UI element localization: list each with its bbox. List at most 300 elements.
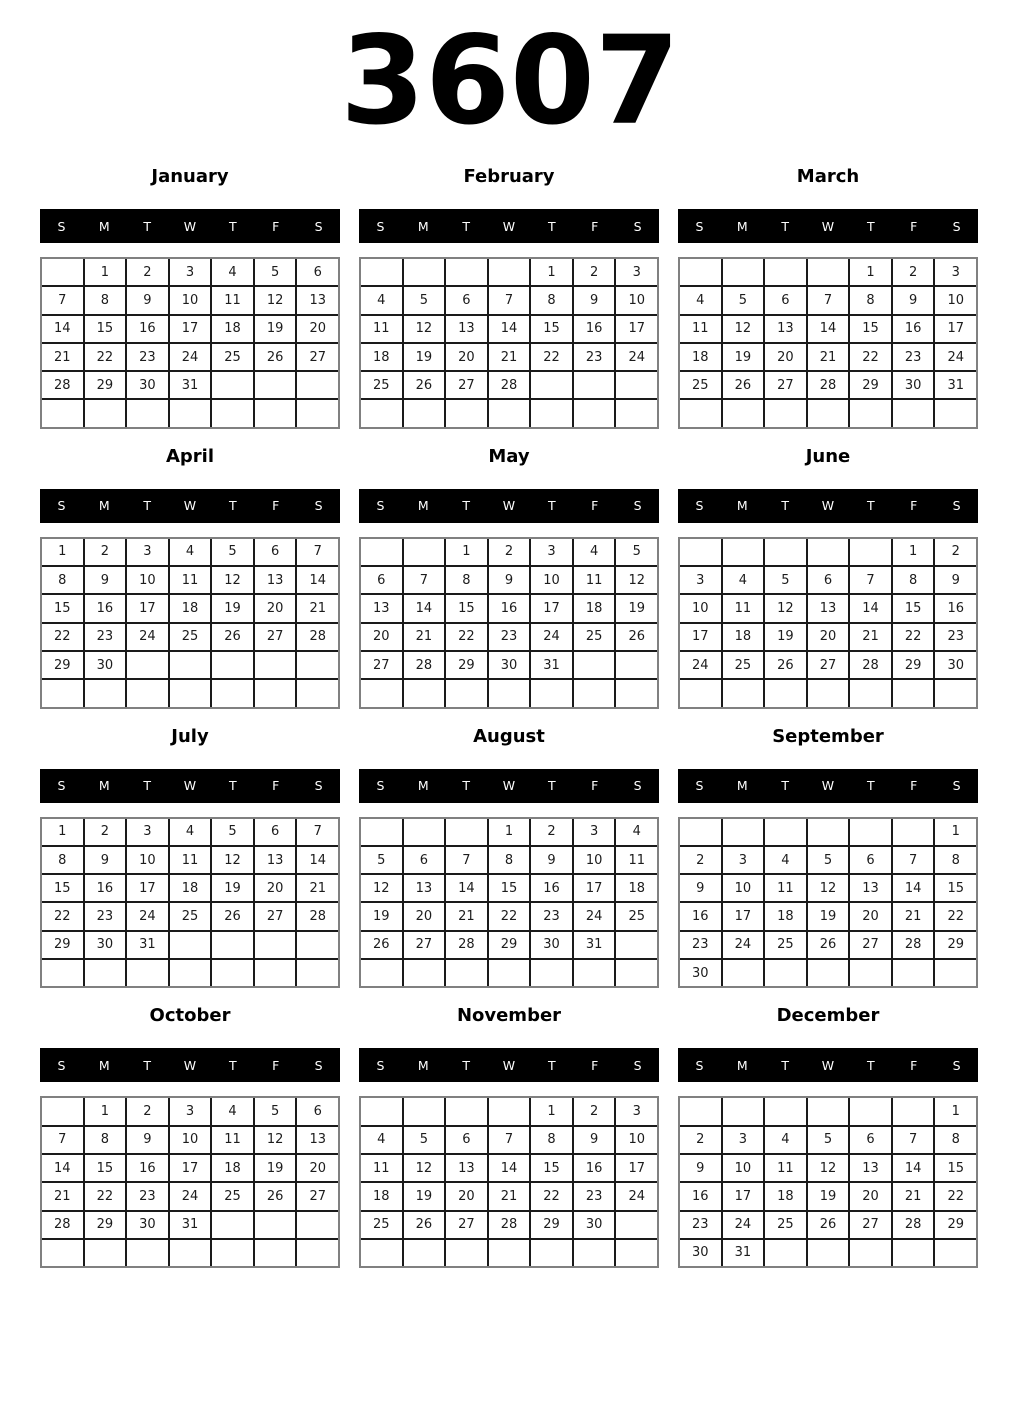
day-cell: 15 xyxy=(446,595,487,621)
day-cell: 1 xyxy=(531,1098,572,1124)
empty-day-cell xyxy=(574,400,615,426)
day-cell: 27 xyxy=(404,932,445,958)
day-cell: 6 xyxy=(297,1098,338,1124)
day-cell: 30 xyxy=(574,1212,615,1238)
day-cell: 3 xyxy=(127,539,168,565)
day-cell: 7 xyxy=(850,567,891,593)
day-cell: 20 xyxy=(765,344,806,370)
day-cell: 3 xyxy=(723,1127,764,1153)
day-cell: 27 xyxy=(446,372,487,398)
day-cell: 6 xyxy=(255,819,296,845)
day-cell: 31 xyxy=(574,932,615,958)
day-cell: 13 xyxy=(808,595,849,621)
empty-day-cell xyxy=(85,960,126,986)
empty-day-cell xyxy=(212,680,253,706)
day-cell: 26 xyxy=(212,903,253,929)
weekday-label: T xyxy=(143,218,151,234)
day-cell: 12 xyxy=(212,847,253,873)
day-cell: 27 xyxy=(765,372,806,398)
weekday-header xyxy=(678,489,978,523)
day-cell: 25 xyxy=(212,344,253,370)
day-cell: 21 xyxy=(893,1183,934,1209)
day-cell: 12 xyxy=(255,287,296,313)
day-cell: 10 xyxy=(574,847,615,873)
day-cell: 21 xyxy=(297,875,338,901)
weekday-label: T xyxy=(867,778,875,794)
empty-day-cell xyxy=(808,960,849,986)
day-cell: 16 xyxy=(127,316,168,342)
empty-day-cell xyxy=(42,400,83,426)
day-cell: 20 xyxy=(446,344,487,370)
weekday-label: S xyxy=(314,1057,323,1073)
day-cell: 8 xyxy=(42,567,83,593)
day-cell: 31 xyxy=(935,372,976,398)
empty-day-cell xyxy=(808,1098,849,1124)
day-cell: 2 xyxy=(85,539,126,565)
day-cell: 21 xyxy=(893,903,934,929)
empty-day-cell xyxy=(127,400,168,426)
weekday-label: T xyxy=(462,218,470,234)
empty-day-cell xyxy=(361,680,402,706)
day-cell: 10 xyxy=(723,875,764,901)
empty-day-cell xyxy=(489,1240,530,1266)
day-cell: 12 xyxy=(212,567,253,593)
day-cell: 30 xyxy=(489,652,530,678)
day-cell: 12 xyxy=(404,1155,445,1181)
day-cell: 21 xyxy=(404,624,445,650)
day-cell: 18 xyxy=(170,595,211,621)
day-cell: 21 xyxy=(42,344,83,370)
day-cell: 3 xyxy=(170,259,211,285)
day-cell: 3 xyxy=(935,259,976,285)
day-cell: 18 xyxy=(212,316,253,342)
month-title: January xyxy=(151,166,229,187)
day-cell: 9 xyxy=(680,875,721,901)
empty-day-cell xyxy=(361,539,402,565)
day-cell: 20 xyxy=(297,1155,338,1181)
day-cell: 11 xyxy=(680,316,721,342)
empty-day-cell xyxy=(574,652,615,678)
day-cell: 26 xyxy=(404,1212,445,1238)
day-cell: 24 xyxy=(935,344,976,370)
empty-day-cell xyxy=(765,259,806,285)
day-cell: 5 xyxy=(404,1127,445,1153)
day-cell: 21 xyxy=(489,1183,530,1209)
day-cell: 18 xyxy=(765,1183,806,1209)
weekday-label: S xyxy=(633,218,642,234)
day-cell: 23 xyxy=(935,624,976,650)
day-cell: 3 xyxy=(574,819,615,845)
empty-day-cell xyxy=(850,1098,891,1124)
day-cell: 28 xyxy=(42,1212,83,1238)
weekday-label: M xyxy=(736,778,748,794)
empty-day-cell xyxy=(616,1240,657,1266)
day-cell: 20 xyxy=(446,1183,487,1209)
day-cell: 21 xyxy=(850,624,891,650)
weekday-label: S xyxy=(57,498,66,514)
empty-day-cell xyxy=(616,680,657,706)
empty-day-cell xyxy=(212,400,253,426)
day-cell: 11 xyxy=(170,847,211,873)
empty-day-cell xyxy=(404,960,445,986)
weekday-label: M xyxy=(417,498,429,514)
empty-day-cell xyxy=(255,932,296,958)
empty-day-cell xyxy=(361,960,402,986)
day-cell: 8 xyxy=(531,287,572,313)
weekday-label: W xyxy=(502,218,516,234)
day-cell: 4 xyxy=(212,259,253,285)
day-cell: 26 xyxy=(723,372,764,398)
day-cell: 15 xyxy=(935,875,976,901)
day-cell: 9 xyxy=(680,1155,721,1181)
year-title: 3607 xyxy=(340,10,680,152)
day-cell: 2 xyxy=(574,259,615,285)
day-cell: 15 xyxy=(893,595,934,621)
day-cell: 14 xyxy=(42,1155,83,1181)
day-cell: 21 xyxy=(42,1183,83,1209)
day-cell: 24 xyxy=(616,344,657,370)
empty-day-cell xyxy=(85,680,126,706)
day-cell: 1 xyxy=(531,259,572,285)
day-cell: 4 xyxy=(170,539,211,565)
day-cell: 18 xyxy=(361,344,402,370)
weekday-label: S xyxy=(952,778,961,794)
day-cell: 17 xyxy=(935,316,976,342)
day-cell: 25 xyxy=(361,372,402,398)
day-cell: 28 xyxy=(489,372,530,398)
day-cell: 25 xyxy=(616,903,657,929)
day-cell: 1 xyxy=(489,819,530,845)
day-cell: 28 xyxy=(893,1212,934,1238)
day-cell: 10 xyxy=(935,287,976,313)
day-cell: 11 xyxy=(574,567,615,593)
month-title: February xyxy=(463,166,555,187)
day-cell: 6 xyxy=(446,287,487,313)
day-cell: 4 xyxy=(765,847,806,873)
empty-day-cell xyxy=(935,680,976,706)
day-cell: 23 xyxy=(85,624,126,650)
day-cell: 5 xyxy=(808,847,849,873)
day-cell: 15 xyxy=(42,875,83,901)
weekday-label: S xyxy=(952,218,961,234)
day-cell: 14 xyxy=(489,1155,530,1181)
empty-day-cell xyxy=(616,932,657,958)
day-cell: 24 xyxy=(616,1183,657,1209)
month-grid xyxy=(678,257,978,429)
day-cell: 24 xyxy=(574,903,615,929)
month-grid xyxy=(40,1096,340,1268)
empty-day-cell xyxy=(808,539,849,565)
day-cell: 12 xyxy=(808,875,849,901)
weekday-label: T xyxy=(229,218,237,234)
month-card xyxy=(359,166,659,429)
day-cell: 9 xyxy=(127,287,168,313)
day-cell: 5 xyxy=(808,1127,849,1153)
day-cell: 12 xyxy=(723,316,764,342)
empty-day-cell xyxy=(850,960,891,986)
day-cell: 22 xyxy=(531,344,572,370)
day-cell: 6 xyxy=(850,847,891,873)
day-cell: 24 xyxy=(170,344,211,370)
day-cell: 31 xyxy=(127,932,168,958)
empty-day-cell xyxy=(404,259,445,285)
day-cell: 13 xyxy=(765,316,806,342)
weekday-label: M xyxy=(417,218,429,234)
day-cell: 28 xyxy=(404,652,445,678)
day-cell: 20 xyxy=(255,595,296,621)
weekday-label: S xyxy=(57,218,66,234)
weekday-label: T xyxy=(548,778,556,794)
weekday-header xyxy=(40,209,340,243)
empty-day-cell xyxy=(574,680,615,706)
empty-day-cell xyxy=(935,960,976,986)
day-cell: 18 xyxy=(616,875,657,901)
empty-day-cell xyxy=(361,400,402,426)
empty-day-cell xyxy=(255,1240,296,1266)
weekday-label: S xyxy=(695,778,704,794)
empty-day-cell xyxy=(893,819,934,845)
empty-day-cell xyxy=(255,960,296,986)
day-cell: 23 xyxy=(680,932,721,958)
empty-day-cell xyxy=(723,819,764,845)
day-cell: 30 xyxy=(935,652,976,678)
month-grid xyxy=(359,1096,659,1268)
empty-day-cell xyxy=(808,819,849,845)
day-cell: 12 xyxy=(404,316,445,342)
day-cell: 6 xyxy=(446,1127,487,1153)
empty-day-cell xyxy=(297,680,338,706)
day-cell: 29 xyxy=(489,932,530,958)
day-cell: 4 xyxy=(361,1127,402,1153)
weekday-label: S xyxy=(633,778,642,794)
weekday-label: S xyxy=(695,218,704,234)
weekday-label: S xyxy=(57,778,66,794)
day-cell: 25 xyxy=(680,372,721,398)
day-cell: 17 xyxy=(127,875,168,901)
day-cell: 1 xyxy=(893,539,934,565)
day-cell: 12 xyxy=(616,567,657,593)
empty-day-cell xyxy=(404,539,445,565)
empty-day-cell xyxy=(616,1212,657,1238)
empty-day-cell xyxy=(127,960,168,986)
day-cell: 7 xyxy=(297,539,338,565)
weekday-label: W xyxy=(821,498,835,514)
month-title: April xyxy=(165,445,215,467)
day-cell: 26 xyxy=(765,652,806,678)
weekday-label: M xyxy=(417,778,429,794)
weekday-label: W xyxy=(183,778,197,794)
day-cell: 15 xyxy=(531,316,572,342)
day-cell: 14 xyxy=(893,875,934,901)
day-cell: 19 xyxy=(616,595,657,621)
month-card xyxy=(678,1005,978,1268)
day-cell: 15 xyxy=(935,1155,976,1181)
day-cell: 28 xyxy=(850,652,891,678)
empty-day-cell xyxy=(212,1212,253,1238)
weekday-label: F xyxy=(910,1057,918,1073)
empty-day-cell xyxy=(893,400,934,426)
day-cell: 11 xyxy=(361,1155,402,1181)
day-cell: 6 xyxy=(808,567,849,593)
day-cell: 23 xyxy=(489,624,530,650)
day-cell: 4 xyxy=(616,819,657,845)
empty-day-cell xyxy=(170,932,211,958)
empty-day-cell xyxy=(42,1098,83,1124)
day-cell: 23 xyxy=(531,903,572,929)
day-cell: 25 xyxy=(574,624,615,650)
empty-day-cell xyxy=(404,1098,445,1124)
weekday-label: S xyxy=(376,778,385,794)
day-cell: 17 xyxy=(170,1155,211,1181)
day-cell: 3 xyxy=(616,1098,657,1124)
weekday-label: W xyxy=(821,218,835,234)
day-cell: 20 xyxy=(404,903,445,929)
day-cell: 6 xyxy=(297,259,338,285)
day-cell: 30 xyxy=(893,372,934,398)
day-cell: 13 xyxy=(297,1127,338,1153)
day-cell: 9 xyxy=(893,287,934,313)
day-cell: 19 xyxy=(255,316,296,342)
weekday-header xyxy=(40,769,340,803)
empty-day-cell xyxy=(212,1240,253,1266)
weekday-label: T xyxy=(143,778,151,794)
day-cell: 16 xyxy=(680,1183,721,1209)
day-cell: 19 xyxy=(808,1183,849,1209)
day-cell: 19 xyxy=(808,903,849,929)
day-cell: 10 xyxy=(127,567,168,593)
day-cell: 17 xyxy=(531,595,572,621)
weekday-label: T xyxy=(781,1057,789,1073)
day-cell: 13 xyxy=(255,567,296,593)
day-cell: 4 xyxy=(723,567,764,593)
day-cell: 22 xyxy=(850,344,891,370)
day-cell: 20 xyxy=(850,1183,891,1209)
weekday-label: T xyxy=(462,498,470,514)
weekday-header xyxy=(678,1048,978,1082)
empty-day-cell xyxy=(255,372,296,398)
day-cell: 2 xyxy=(127,259,168,285)
empty-day-cell xyxy=(170,680,211,706)
day-cell: 2 xyxy=(531,819,572,845)
month-title: May xyxy=(488,445,530,467)
month-title: October xyxy=(149,1005,231,1027)
day-cell: 29 xyxy=(85,372,126,398)
day-cell: 14 xyxy=(297,567,338,593)
day-cell: 24 xyxy=(127,624,168,650)
empty-day-cell xyxy=(127,680,168,706)
day-cell: 9 xyxy=(489,567,530,593)
empty-day-cell xyxy=(85,1240,126,1266)
day-cell: 18 xyxy=(680,344,721,370)
empty-day-cell xyxy=(127,652,168,678)
day-cell: 25 xyxy=(723,652,764,678)
empty-day-cell xyxy=(212,372,253,398)
day-cell: 7 xyxy=(446,847,487,873)
day-cell: 21 xyxy=(446,903,487,929)
empty-day-cell xyxy=(42,680,83,706)
empty-day-cell xyxy=(212,932,253,958)
empty-day-cell xyxy=(850,680,891,706)
day-cell: 8 xyxy=(531,1127,572,1153)
day-cell: 2 xyxy=(574,1098,615,1124)
weekday-header xyxy=(359,769,659,803)
day-cell: 18 xyxy=(723,624,764,650)
weekday-label: W xyxy=(821,778,835,794)
day-cell: 10 xyxy=(616,1127,657,1153)
day-cell: 22 xyxy=(935,903,976,929)
day-cell: 10 xyxy=(680,595,721,621)
day-cell: 4 xyxy=(361,287,402,313)
day-cell: 14 xyxy=(808,316,849,342)
day-cell: 25 xyxy=(765,932,806,958)
month-grid xyxy=(359,257,659,429)
empty-day-cell xyxy=(42,259,83,285)
day-cell: 28 xyxy=(42,372,83,398)
weekday-label: T xyxy=(548,498,556,514)
empty-day-cell xyxy=(574,372,615,398)
day-cell: 20 xyxy=(808,624,849,650)
day-cell: 23 xyxy=(893,344,934,370)
empty-day-cell xyxy=(297,1240,338,1266)
empty-day-cell xyxy=(850,819,891,845)
weekday-header xyxy=(678,769,978,803)
weekday-label: M xyxy=(417,1057,429,1073)
empty-day-cell xyxy=(808,1240,849,1266)
day-cell: 26 xyxy=(255,1183,296,1209)
month-grid xyxy=(40,537,340,709)
day-cell: 30 xyxy=(127,372,168,398)
weekday-label: M xyxy=(98,498,110,514)
day-cell: 2 xyxy=(680,1127,721,1153)
empty-day-cell xyxy=(85,400,126,426)
empty-day-cell xyxy=(255,680,296,706)
month-card xyxy=(40,1005,340,1268)
weekday-label: W xyxy=(821,1057,835,1073)
day-cell: 7 xyxy=(404,567,445,593)
empty-day-cell xyxy=(531,680,572,706)
weekday-label: S xyxy=(695,1057,704,1073)
day-cell: 12 xyxy=(808,1155,849,1181)
empty-day-cell xyxy=(489,400,530,426)
empty-day-cell xyxy=(446,400,487,426)
day-cell: 22 xyxy=(85,1183,126,1209)
day-cell: 21 xyxy=(297,595,338,621)
day-cell: 27 xyxy=(297,344,338,370)
weekday-label: T xyxy=(867,218,875,234)
day-cell: 8 xyxy=(935,1127,976,1153)
day-cell: 31 xyxy=(531,652,572,678)
day-cell: 11 xyxy=(212,287,253,313)
empty-day-cell xyxy=(893,1098,934,1124)
empty-day-cell xyxy=(255,1212,296,1238)
day-cell: 16 xyxy=(935,595,976,621)
month-card xyxy=(40,726,340,989)
day-cell: 30 xyxy=(85,652,126,678)
weekday-label: T xyxy=(462,778,470,794)
empty-day-cell xyxy=(680,259,721,285)
weekday-label: S xyxy=(314,218,323,234)
day-cell: 5 xyxy=(723,287,764,313)
day-cell: 10 xyxy=(531,567,572,593)
empty-day-cell xyxy=(531,400,572,426)
month-grid xyxy=(678,817,978,989)
weekday-label: F xyxy=(910,778,918,794)
day-cell: 29 xyxy=(935,1212,976,1238)
day-cell: 13 xyxy=(255,847,296,873)
day-cell: 30 xyxy=(127,1212,168,1238)
month-card xyxy=(359,726,659,989)
day-cell: 1 xyxy=(85,1098,126,1124)
